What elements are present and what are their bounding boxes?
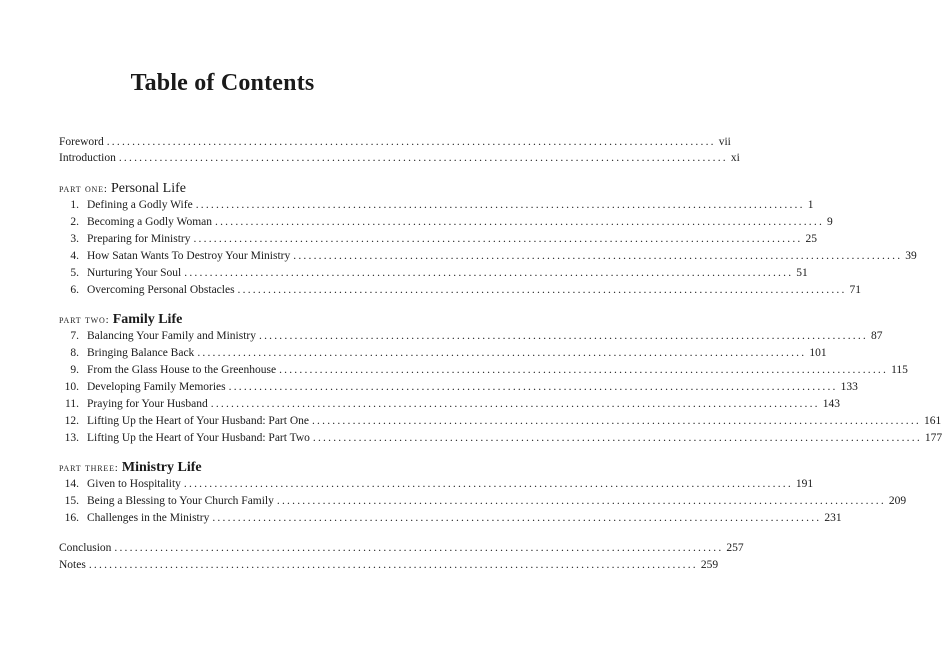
leader-dots: ........................................................................................................................ — [183, 478, 793, 490]
leader-dots: ........................................................................................................................ — [197, 347, 807, 359]
part-heading — [59, 180, 186, 197]
part-name: Ministry Life — [121, 460, 202, 475]
entry-page: 143 — [822, 398, 840, 410]
entry-page: 101 — [809, 347, 827, 359]
toc-entry — [59, 511, 842, 525]
entry-number: 15. — [64, 495, 79, 507]
leader-dots: ........................................................................................................................ — [276, 495, 886, 507]
entry-page: xi — [730, 152, 740, 164]
toc-entry-introduction — [59, 151, 740, 165]
toc-entry-notes — [59, 558, 719, 572]
entry-page: 71 — [849, 284, 862, 296]
toc-entry-conclusion — [59, 541, 744, 555]
entry-page: 39 — [905, 250, 917, 262]
entry-number: 12. — [64, 415, 79, 427]
leader-dots: ........................................................................................................................ — [312, 432, 922, 444]
entry-number: 9. — [70, 364, 79, 376]
entry-label: From the Glass House to the Greenhouse — [87, 364, 277, 376]
page-title: Table of Contents — [130, 70, 315, 96]
entry-label: Becoming a Godly Woman — [87, 216, 213, 228]
toc-entry — [59, 329, 883, 343]
toc-entry — [59, 266, 808, 280]
leader-dots: ........................................................................................................................ — [114, 542, 724, 554]
entry-number: 4. — [70, 250, 79, 262]
entry-number: 3. — [70, 233, 79, 245]
entry-label: Bringing Balance Back — [87, 347, 195, 359]
entry-page: 1 — [807, 199, 814, 211]
leader-dots: ........................................................................................................................ — [279, 364, 889, 376]
leader-dots: ........................................................................................................................ — [212, 512, 822, 524]
leader-dots: ........................................................................................................................ — [237, 284, 847, 296]
entry-label: Conclusion — [59, 542, 112, 554]
entry-number: 2. — [70, 216, 79, 228]
entry-page: vii — [718, 136, 731, 148]
entry-number: 8. — [70, 347, 79, 359]
entry-label: Defining a Godly Wife — [87, 199, 193, 211]
part-name: Family Life — [112, 312, 183, 327]
part-prefix: part one: — [59, 183, 108, 195]
toc-entry — [59, 249, 917, 263]
entry-number: 5. — [70, 267, 79, 279]
entry-label: Notes — [59, 559, 86, 571]
entry-page: 209 — [888, 495, 907, 507]
part-prefix: part three: — [59, 462, 119, 474]
entry-page: 231 — [824, 512, 842, 524]
part-heading — [59, 311, 182, 328]
toc-entry — [59, 414, 942, 428]
leader-dots: ........................................................................................................................ — [195, 199, 805, 211]
entry-page: 51 — [796, 267, 808, 279]
leader-dots: ........................................................................................................................ — [228, 381, 838, 393]
entry-number: 14. — [64, 478, 79, 490]
leader-dots: ........................................................................................................................ — [210, 398, 820, 410]
entry-page: 177 — [924, 432, 942, 444]
entry-page: 9 — [827, 216, 833, 228]
entry-page: 257 — [726, 542, 744, 554]
toc-entry — [59, 198, 814, 212]
entry-page: 191 — [795, 478, 814, 490]
toc-entry — [59, 494, 907, 508]
entry-label: Nurturing Your Soul — [87, 267, 182, 279]
entry-number: 13. — [64, 432, 79, 444]
leader-dots: ........................................................................................................................ — [118, 152, 728, 164]
entry-number: 1. — [70, 199, 79, 211]
entry-label: Given to Hospitality — [87, 478, 181, 490]
entry-label: Balancing Your Family and Ministry — [87, 330, 256, 342]
entry-page: 259 — [700, 559, 719, 571]
leader-dots: ........................................................................................................................ — [215, 216, 825, 228]
entry-label: Praying for Your Husband — [87, 398, 208, 410]
entry-label: Foreword — [59, 136, 104, 148]
entry-label: Developing Family Memories — [87, 381, 226, 393]
entry-label: Lifting Up the Heart of Your Husband: Part One — [87, 415, 309, 427]
leader-dots: ........................................................................................................................ — [106, 136, 716, 148]
part-heading — [59, 459, 202, 476]
leader-dots: ........................................................................................................................ — [184, 267, 794, 279]
entry-number: 6. — [70, 284, 79, 296]
entry-label: Challenges in the Ministry — [87, 512, 210, 524]
entry-page: 87 — [871, 330, 883, 342]
toc-entry — [59, 283, 862, 297]
toc-entry — [59, 397, 840, 411]
part-name: Personal Life — [110, 181, 186, 196]
leader-dots: ........................................................................................................................ — [88, 559, 698, 571]
entry-label: Overcoming Personal Obstacles — [87, 284, 235, 296]
entry-label: Lifting Up the Heart of Your Husband: Part Two — [87, 432, 310, 444]
toc-entry — [59, 477, 814, 491]
entry-page: 133 — [840, 381, 858, 393]
toc-entry — [59, 215, 833, 229]
leader-dots: ........................................................................................................................ — [259, 330, 868, 342]
toc-entry — [59, 232, 817, 246]
entry-number: 7. — [70, 330, 79, 342]
entry-number: 16. — [64, 512, 79, 524]
toc-entry — [59, 431, 942, 445]
toc-entry-foreword — [59, 135, 731, 149]
entry-page: 115 — [891, 364, 908, 376]
entry-label: How Satan Wants To Destroy Your Ministry — [87, 250, 291, 262]
entry-page: 25 — [805, 233, 817, 245]
toc-entry — [59, 380, 858, 394]
entry-number: 11. — [65, 398, 79, 410]
leader-dots: ........................................................................................................................ — [311, 415, 921, 427]
toc-entry — [59, 363, 908, 377]
entry-number: 10. — [64, 381, 79, 393]
entry-label: Preparing for Ministry — [87, 233, 191, 245]
toc-entry — [59, 346, 827, 360]
entry-label: Being a Blessing to Your Church Family — [87, 495, 274, 507]
entry-page: 161 — [923, 415, 942, 427]
leader-dots: ........................................................................................................................ — [293, 250, 903, 262]
part-prefix: part two: — [59, 314, 110, 326]
entry-label: Introduction — [59, 152, 116, 164]
leader-dots: ........................................................................................................................ — [193, 233, 803, 245]
